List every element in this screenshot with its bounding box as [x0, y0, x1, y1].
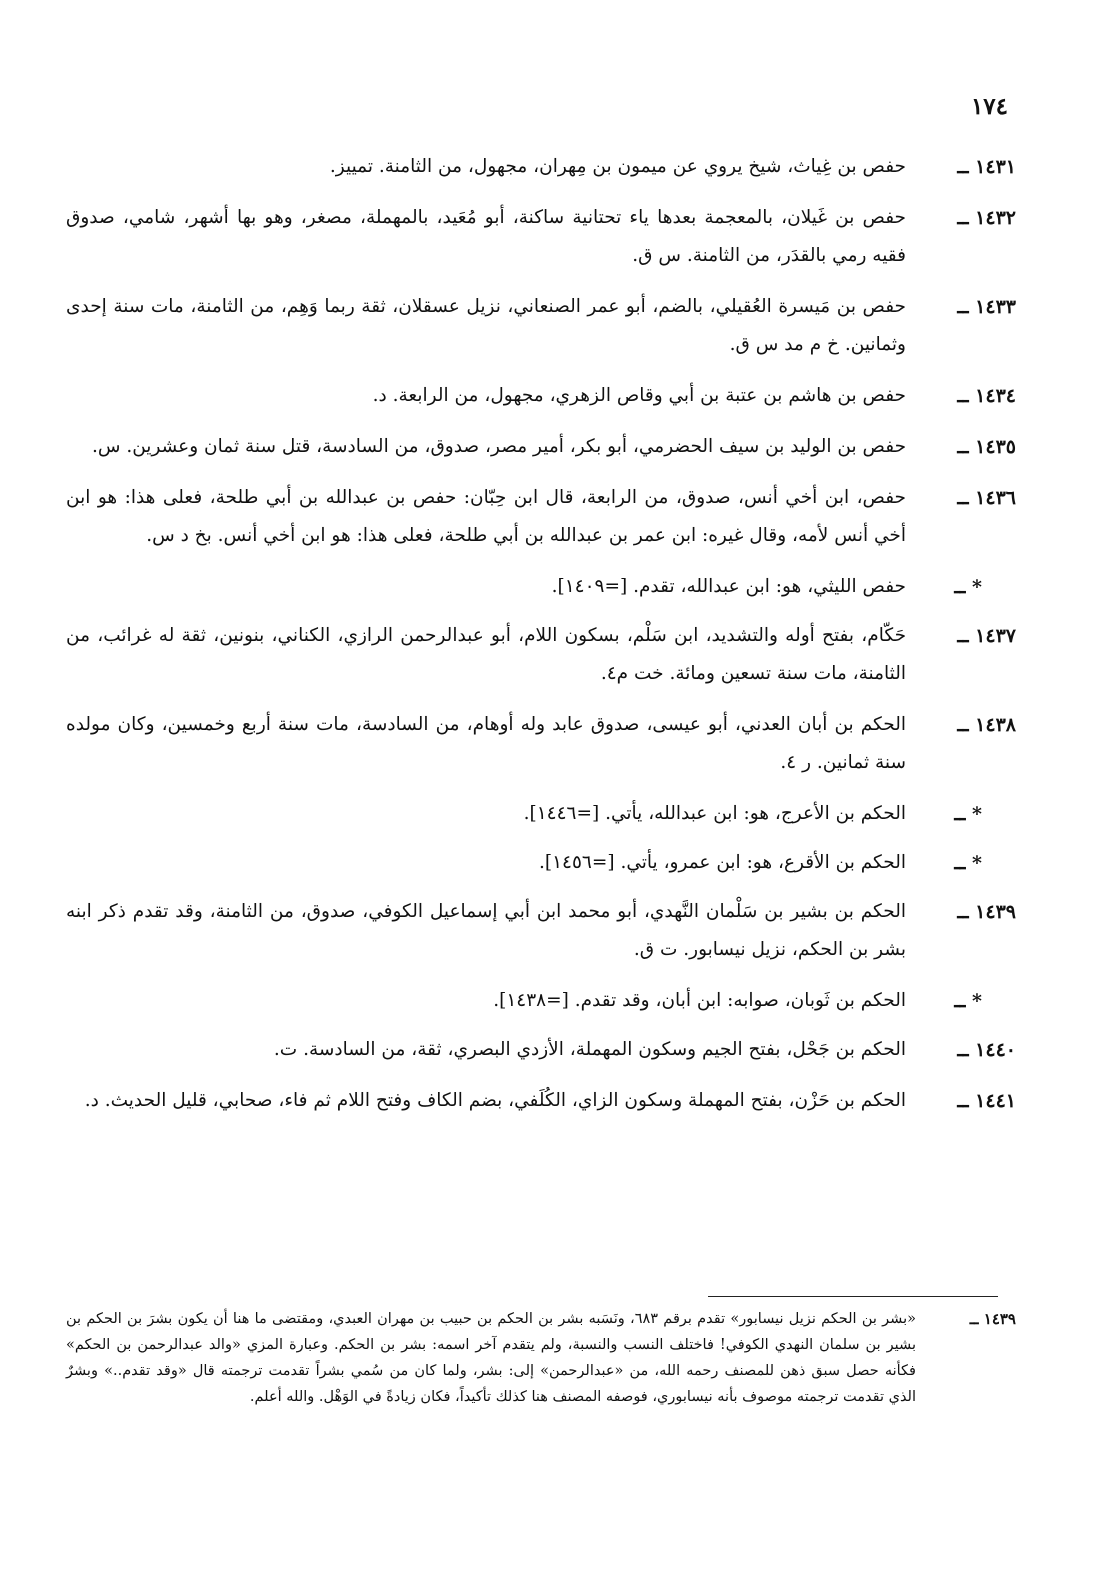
entry-number: ١٤٣٧ ــ [957, 625, 1016, 647]
entry-number: ١٤٤٠ ــ [957, 1039, 1016, 1061]
entry-1435 [66, 428, 1016, 466]
entry-1432 [66, 199, 1016, 275]
entry-number: ١٤٤١ ــ [957, 1090, 1016, 1112]
entry-text: حفص الليثي، هو: ابن عبدالله، تقدم. [=١٤٠٩]. [551, 576, 906, 597]
footnote-number: ١٤٣٩ ــ [969, 1310, 1016, 1328]
entry-number: ١٤٣٥ ــ [957, 436, 1016, 458]
entry-text: الحكم بن الأقرع، هو: ابن عمرو، يأتي. [=١٤٥٦]. [539, 852, 906, 873]
entry-text: حفص بن غَيلان، بالمعجمة بعدها ياء تحتانية ساكنة، أبو مُعَيد، بالمهملة، مصغر، وهو بها أشهر، شامي، صدوق فقيه رمي بالقدَر، من الثامنة. س ق. [66, 207, 906, 266]
star-marker: * ــ [954, 803, 982, 825]
star-marker: * ــ [954, 576, 982, 598]
entry-number: ١٤٣٩ ــ [957, 901, 1016, 923]
entry-text: الحكم بن حَزْن، بفتح المهملة وسكون الزاي، الكُلَفي، بضم الكاف وفتح اللام ثم فاء، صحابي، قليل الحديث. د. [84, 1090, 906, 1111]
entries-list [66, 148, 1016, 1133]
cross-reference-entry [66, 795, 1016, 833]
entry-1436 [66, 479, 1016, 555]
star-marker: * ــ [954, 852, 982, 874]
entry-1431 [66, 148, 1016, 186]
footnote [66, 1306, 1016, 1410]
page-number: ١٧٤ [970, 93, 1008, 120]
footnote-text: «بشر بن الحكم نزيل نيسابور» تقدم برقم ٦٨٣، ونَسَبه بشر بن الحكم بن حبيب بن مهران العبدي، ومقتضى ما هنا أن يكون بشرَ بن الحكم بن بشير بن سلمان النهدي الكوفي! فاختلف النسب والنسبة، ولم يتقدم آخر اسمه: بشر بن الحكم. وعبارة المزي «والد عبدالرحمن بن الحكم» فكأنه حصل سبق ذهن للمصنف رحمه الله، من «عبدالرحمن» إلى: بشر، ولما كان من سُمي بشراً تقدمت ترجمته قال «وقد تقدم..» وبشرٌ الذي تقدمت ترجمته موصوف بأنه نيسابوري، فوصفه المصنف هنا كذلك تأكيداً، فكان زيادةً في الوَهْل. والله أعلم. [66, 1311, 916, 1405]
entry-number: ١٤٣٤ ــ [957, 385, 1016, 407]
entry-text: حفص، ابن أخي أنس، صدوق، من الرابعة، قال ابن حِبّان: حفص بن عبدالله بن أبي طلحة، فعلى هذا: هو ابن أخي أنس لأمه، وقال غيره: ابن عمر بن عبدالله بن أبي طلحة، فعلى هذا: هو ابن أخي أنس. بخ د س. [66, 487, 906, 546]
entry-text: حفص بن مَيسرة العُقيلي، بالضم، أبو عمر الصنعاني، نزيل عسقلان، ثقة ربما وَهِم، من الثامنة، مات سنة إحدى وثمانين. خ م مد س ق. [66, 296, 906, 355]
entry-1440 [66, 1031, 1016, 1069]
entry-text: حفص بن هاشم بن عتبة بن أبي وقاص الزهري، مجهول، من الرابعة. د. [372, 385, 906, 406]
entry-number: ١٤٣١ ــ [957, 156, 1016, 178]
entry-text: الحكم بن بشير بن سَلْمان النَّهدي، أبو محمد ابن أبي إسماعيل الكوفي، صدوق، من الثامنة، وقد تقدم ذكر ابنه بشر بن الحكم، نزيل نيسابور. ت ق. [66, 901, 906, 960]
cross-reference-entry [66, 982, 1016, 1020]
entry-text: الحكم بن جَحْل، بفتح الجيم وسكون المهملة، الأزدي البصري، ثقة، من السادسة. ت. [273, 1039, 906, 1060]
entry-text: الحكم بن أبان العدني، أبو عيسى، صدوق عابد وله أوهام، من السادسة، مات سنة أربع وخمسين، وكان مولده سنة ثمانين. ر ٤. [66, 714, 906, 773]
cross-reference-entry [66, 844, 1016, 882]
entry-1433 [66, 288, 1016, 364]
entry-1434 [66, 377, 1016, 415]
entry-number: ١٤٣٢ ــ [957, 207, 1016, 229]
entry-1437 [66, 617, 1016, 693]
entry-text: الحكم بن ثَوبان، صوابه: ابن أبان، وقد تقدم. [=١٤٣٨]. [493, 990, 906, 1011]
entry-number: ١٤٣٦ ــ [957, 487, 1016, 509]
entry-text: حَكّام، بفتح أوله والتشديد، ابن سَلْم، بسكون اللام، أبو عبدالرحمن الرازي، الكناني، بنونين، ثقة له غرائب، من الثامنة، مات سنة تسعين ومائة. خت م٤. [66, 625, 906, 684]
entry-text: حفص بن الوليد بن سيف الحضرمي، أبو بكر، أمير مصر، صدوق، من السادسة، قتل سنة ثمان وعشرين. س. [92, 436, 906, 457]
entry-text: الحكم بن الأعرج، هو: ابن عبدالله، يأتي. [=١٤٤٦]. [523, 803, 906, 824]
entry-number: ١٤٣٣ ــ [957, 296, 1016, 318]
entry-1438 [66, 706, 1016, 782]
entry-number: ١٤٣٨ ــ [957, 714, 1016, 736]
entry-text: حفص بن غِياث، شيخ يروي عن ميمون بن مِهران، مجهول، من الثامنة. تمييز. [329, 156, 906, 177]
entry-1441 [66, 1082, 1016, 1120]
star-marker: * ــ [954, 990, 982, 1012]
entry-1439 [66, 893, 1016, 969]
cross-reference-entry [66, 568, 1016, 606]
footnote-divider [708, 1296, 998, 1297]
